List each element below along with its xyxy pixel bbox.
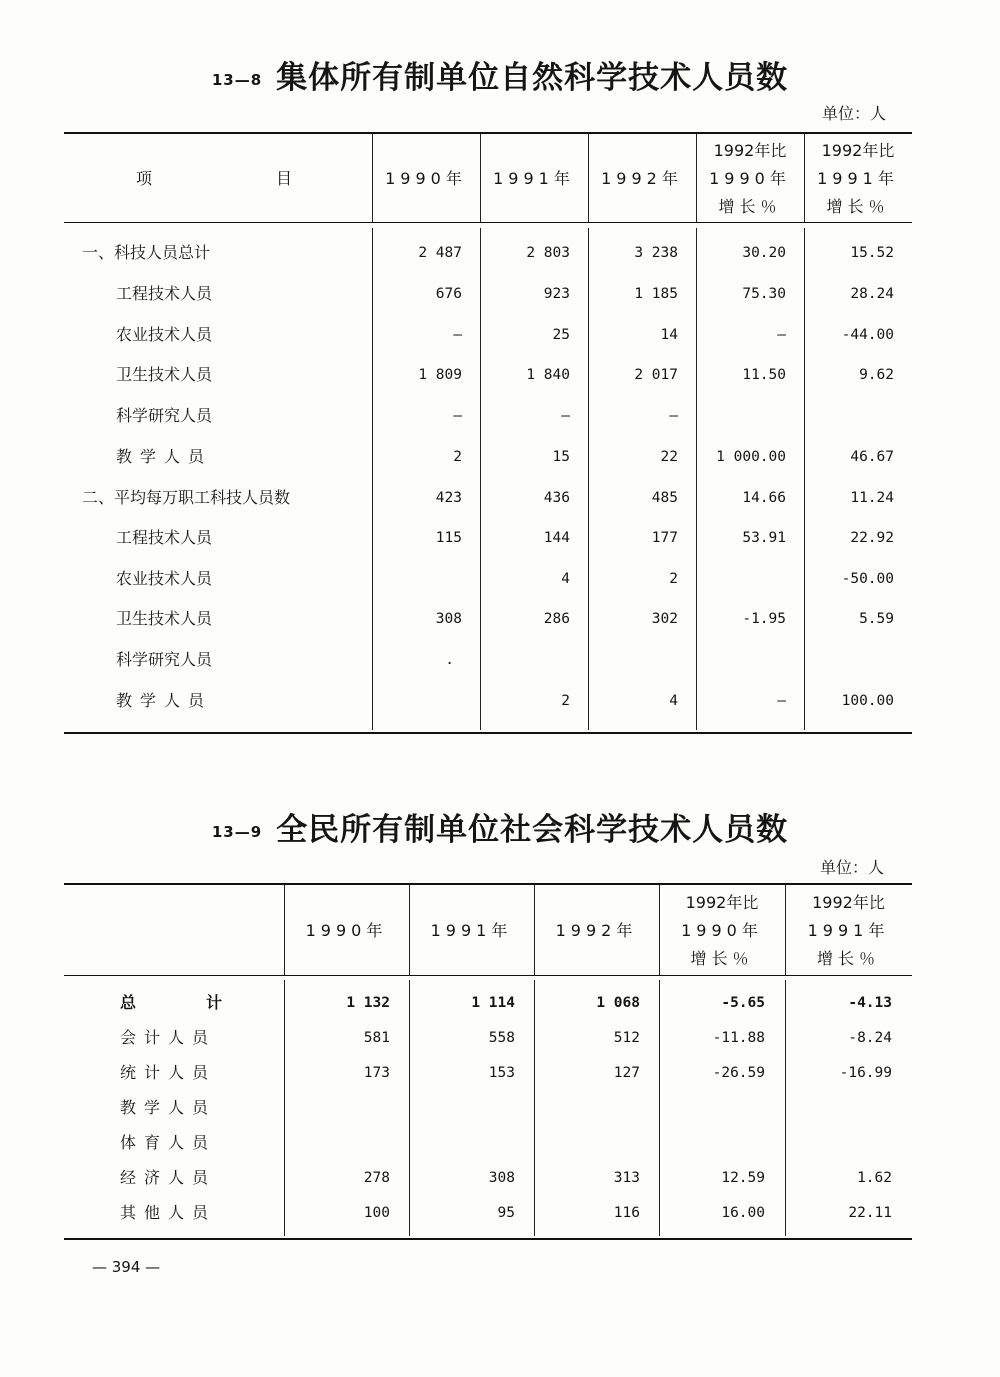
- table1-cell: 436: [543, 490, 570, 506]
- table1-cell: 485: [651, 490, 678, 506]
- table1-cell: 75.30: [742, 286, 786, 302]
- table2-cell: [659, 1132, 765, 1154]
- table2-header-cmp1990-line2: 1990年: [681, 921, 763, 940]
- table1-cell: 115: [435, 530, 462, 546]
- table1-unit: 单位：人: [822, 104, 887, 123]
- table2-row-label: 教学人员: [120, 1098, 217, 1117]
- table2-cell: [659, 1097, 765, 1119]
- table2-cell: 313: [613, 1170, 640, 1186]
- table1-cell: 9.62: [859, 367, 894, 383]
- table2-row-label: 会计人员: [120, 1028, 217, 1047]
- table1-cell: 15: [552, 449, 570, 465]
- table2-cell: -8.24: [848, 1030, 892, 1046]
- table1-row-label: 科学研究人员: [116, 650, 213, 669]
- table1-cell: -50.00: [841, 571, 894, 587]
- table2-header-cmp1991-line3: 增长％: [816, 949, 880, 968]
- table1-header-cmp1990-line2: 1990年: [709, 169, 791, 188]
- table1-cell: 2 487: [418, 245, 462, 261]
- table1-cell: —: [777, 693, 786, 709]
- table1-cell: 1 840: [526, 367, 570, 383]
- table1-row-label: 农业技术人员: [116, 569, 213, 588]
- table2-cell: 116: [613, 1205, 640, 1221]
- table1-header-rule: [64, 222, 912, 223]
- table1-cell: 15.52: [850, 245, 894, 261]
- table1-cell: 2: [669, 571, 678, 587]
- table2-number: 13—9: [211, 823, 263, 841]
- table1-cell: 22.92: [850, 530, 894, 546]
- table1-row-label: 工程技术人员: [116, 528, 213, 547]
- table1-divider: [588, 134, 589, 222]
- table1-cell: [696, 405, 786, 427]
- table2-cell: 100: [363, 1205, 390, 1221]
- table2-cell: 127: [613, 1065, 640, 1081]
- table2-cell: 1.62: [857, 1170, 892, 1186]
- table1-cell: 53.91: [742, 530, 786, 546]
- table1-divider: [372, 134, 373, 222]
- table2-header-1990: 1990年: [305, 921, 388, 940]
- table2-cell: [409, 1097, 515, 1119]
- table2-header-1991: 1991年: [430, 921, 513, 940]
- table1-cell: [696, 649, 786, 671]
- table1-cell: .: [445, 652, 454, 668]
- table2-row-label: 经济人员: [120, 1168, 217, 1187]
- table2-cell: -11.88: [712, 1030, 765, 1046]
- table1-cell: 308: [435, 611, 462, 627]
- table1-number: 13—8: [211, 71, 263, 89]
- table1-cell: 11.24: [850, 490, 894, 506]
- table2-bottom-rule: [64, 1238, 912, 1240]
- table1-cell: 3 238: [634, 245, 678, 261]
- table1-cell: —: [669, 408, 678, 424]
- table1-row-label: 农业技术人员: [116, 325, 213, 344]
- table1-row-label: 教学人员: [116, 447, 213, 466]
- table1-cell: 923: [543, 286, 570, 302]
- table1-divider: [480, 134, 481, 222]
- table1-cell: —: [453, 408, 462, 424]
- table1-cell: 2 803: [526, 245, 570, 261]
- table2-cell: [409, 1132, 515, 1154]
- table1-cell: 22: [660, 449, 678, 465]
- table1-cell: -1.95: [742, 611, 786, 627]
- table2-cell: [534, 1097, 640, 1119]
- table2-cell: 1 068: [596, 995, 640, 1011]
- table2-header-cmp1991-line1: 1992年比: [812, 893, 885, 912]
- table1-cell: 5.59: [859, 611, 894, 627]
- table2-cell: 581: [363, 1030, 390, 1046]
- table1-cell: 1 185: [634, 286, 678, 302]
- table1-header-cmp1990-line1: 1992年比: [713, 141, 787, 160]
- table2-divider: [534, 885, 535, 975]
- table1-cell: [588, 649, 678, 671]
- table2-row-label: 总计: [120, 993, 293, 1012]
- table1-cell: 286: [543, 611, 570, 627]
- table1-row-label: 科学研究人员: [116, 406, 213, 425]
- table2-cell: -16.99: [839, 1065, 892, 1081]
- table1-cell: -44.00: [841, 327, 894, 343]
- table2-cell: 16.00: [721, 1205, 765, 1221]
- table2-header-1992: 1992年: [555, 921, 638, 940]
- table1-cell: 144: [543, 530, 570, 546]
- table1-header-cmp1991-line1: 1992年比: [821, 141, 895, 160]
- table2-header-rule: [64, 975, 912, 976]
- table2-row-label: 统计人员: [120, 1063, 217, 1082]
- table1-cell: —: [777, 327, 786, 343]
- table1-cell: 46.67: [850, 449, 894, 465]
- table1-cell: 4: [669, 693, 678, 709]
- table2-divider: [785, 885, 786, 975]
- table1-header-cmp1991-line2: 1991年: [817, 169, 899, 188]
- table1-divider: [804, 134, 805, 222]
- table2-unit: 单位：人: [820, 858, 885, 877]
- table1-cell: 30.20: [742, 245, 786, 261]
- table1-row-label: 卫生技术人员: [116, 609, 213, 628]
- table1-divider: [696, 134, 697, 222]
- table2-cell: 153: [488, 1065, 515, 1081]
- table1-header-cmp1991-line3: 增长％: [826, 197, 890, 216]
- table1-cell: 100.00: [841, 693, 894, 709]
- table1-cell: [696, 568, 786, 590]
- table2-cell: [785, 1097, 892, 1119]
- table1-row-label: 卫生技术人员: [116, 365, 213, 384]
- table1-header-1992: 1992年: [601, 169, 683, 188]
- table1-row-label: 教学人员: [116, 691, 213, 710]
- table2-cell: [785, 1132, 892, 1154]
- page-number: — 394 —: [92, 1258, 161, 1276]
- table2-divider: [409, 885, 410, 975]
- table1-cell: [372, 690, 462, 712]
- table2-header-cmp1990-line1: 1992年比: [685, 893, 759, 912]
- table1-cell: [372, 568, 462, 590]
- table2-title: 13—9 全民所有制单位社会科学技术人员数: [211, 812, 789, 848]
- table1-cell: 423: [435, 490, 462, 506]
- table1-cell: 177: [651, 530, 678, 546]
- table2-cell: 512: [613, 1030, 640, 1046]
- table2-cell: 278: [363, 1170, 390, 1186]
- table2-cell: 22.11: [848, 1205, 892, 1221]
- table1-cell: 2 017: [634, 367, 678, 383]
- table1-cell: 14.66: [742, 490, 786, 506]
- table1-cell: 1 000.00: [716, 449, 786, 465]
- table1-row-label: 一、科技人员总计: [82, 243, 211, 262]
- table1-cell: 2: [561, 693, 570, 709]
- table1-header-1991: 1991年: [493, 169, 575, 188]
- table1-cell: [804, 649, 894, 671]
- table1-cell: 1 809: [418, 367, 462, 383]
- table2-header-cmp1990-line3: 增长％: [690, 949, 754, 968]
- table1-cell: 28.24: [850, 286, 894, 302]
- table1-row-label: 二、平均每万职工科技人员数: [82, 488, 291, 507]
- table2-cell: 1 114: [471, 995, 515, 1011]
- table2-divider: [659, 885, 660, 975]
- table2-row-label: 体育人员: [120, 1133, 217, 1152]
- table2-divider: [284, 885, 285, 975]
- table1-cell: 25: [552, 327, 570, 343]
- table2-cell: -5.65: [721, 995, 765, 1011]
- table1-header-item-right: 目: [276, 169, 293, 188]
- table2-cell: 95: [497, 1205, 515, 1221]
- table1-header-1990: 1990年: [385, 169, 467, 188]
- table1-cell: 2: [453, 449, 462, 465]
- table1-cell: 302: [651, 611, 678, 627]
- table2-cell: -4.13: [848, 995, 892, 1011]
- table1-cell: 11.50: [742, 367, 786, 383]
- table2-cell: [284, 1132, 390, 1154]
- table1-cell: [480, 649, 570, 671]
- table2-cell: 1 132: [346, 995, 390, 1011]
- table2-cell: 12.59: [721, 1170, 765, 1186]
- table2-cell: 173: [363, 1065, 390, 1081]
- table1-row-label: 工程技术人员: [116, 284, 213, 303]
- table2-header-cmp1991-line2: 1991年: [807, 921, 890, 940]
- table2-cell: -26.59: [712, 1065, 765, 1081]
- table1-header-item-left: 项: [136, 169, 153, 188]
- table1-header-cmp1990-line3: 增长％: [718, 197, 782, 216]
- table1-top-rule: [64, 132, 912, 134]
- table1-title: 13—8 集体所有制单位自然科学技术人员数: [211, 60, 789, 96]
- table1-cell: 676: [435, 286, 462, 302]
- table1-cell: —: [561, 408, 570, 424]
- table1-cell: [804, 405, 894, 427]
- table2-row-label: 其他人员: [120, 1203, 217, 1222]
- table2-cell: 308: [488, 1170, 515, 1186]
- table1-cell: —: [453, 327, 462, 343]
- table2-cell: [284, 1097, 390, 1119]
- table1-bottom-rule: [64, 732, 912, 734]
- table2-cell: 558: [488, 1030, 515, 1046]
- table2-cell: [534, 1132, 640, 1154]
- table1-cell: 4: [561, 571, 570, 587]
- table1-cell: 14: [660, 327, 678, 343]
